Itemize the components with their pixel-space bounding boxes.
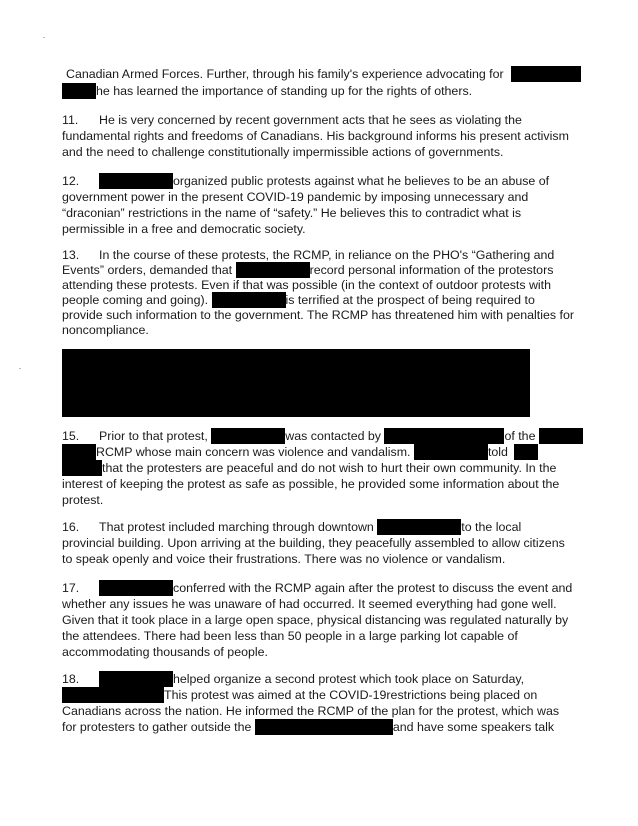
redaction xyxy=(511,66,581,82)
text: record personal information of the protestors xyxy=(309,263,554,277)
text: He is very concerned by recent government acts that he sees as violating the xyxy=(99,113,522,127)
p17-line1 xyxy=(62,580,622,596)
paragraph-number: 11. xyxy=(62,113,79,127)
text: This protest was aimed at the COVID-19restrictions being placed on xyxy=(164,688,538,702)
p12-line4: permissible in a free and democratic society. xyxy=(62,222,306,236)
redaction xyxy=(62,83,96,99)
p16-line1 xyxy=(62,519,622,535)
redaction xyxy=(255,719,393,735)
text: is terrified at the prospect of being required to xyxy=(285,293,535,307)
p11-line3: and the need to challenge constitutionally impermissible actions of governments. xyxy=(62,145,504,159)
text: Events” orders, demanded that xyxy=(62,263,233,277)
p12-line2: government power in the present COVID-19 pandemic by imposing unnecessary and xyxy=(62,190,529,204)
p18-line4 xyxy=(62,719,622,735)
text: Canadian Armed Forces. Further, through his family's experience advocating for xyxy=(66,67,504,81)
redaction xyxy=(99,173,173,189)
p13-line4 xyxy=(62,292,622,308)
redaction-block xyxy=(62,349,530,417)
text: Prior to that protest, xyxy=(99,429,208,443)
p16-line2: provincial building. Upon arriving at the building, they peacefully assembled to allow citizens xyxy=(62,536,565,550)
p17-line4: the attendees. There had been less than 50 people in a large parking lot capable of xyxy=(62,629,518,643)
p18-line3: Canadians across the nation. He informed the RCMP of the plan for the protest, which was xyxy=(62,704,560,718)
text: told xyxy=(487,445,508,459)
paragraph-number: 17. xyxy=(62,581,80,595)
text: organized public protests against what he believes to be an abuse of xyxy=(173,174,550,188)
p13-line1 xyxy=(62,247,622,263)
p15-line2 xyxy=(62,444,622,460)
p12-line1 xyxy=(62,173,622,189)
p10-line2 xyxy=(62,83,622,99)
p16-line3: to speak openly and voice their frustrations. There was no violence or vandalism. xyxy=(62,552,506,566)
paragraph-number: 12. xyxy=(62,174,80,188)
paragraph-number: 16. xyxy=(62,520,80,534)
redaction xyxy=(236,262,310,278)
text: to the local xyxy=(461,520,522,534)
p15-line5: protest. xyxy=(62,493,104,507)
scan-speck xyxy=(43,37,45,38)
p17-line3: Given that it took place in a large open space, physical distancing was regulated naturally by xyxy=(62,613,569,627)
text: In the course of these protests, the RCMP, in reliance on the PHO's “Gathering and xyxy=(99,248,555,262)
redaction xyxy=(62,444,96,460)
redaction xyxy=(62,687,164,703)
p11-line1 xyxy=(62,112,622,128)
text: people coming and going). xyxy=(62,293,209,307)
text: that the protesters are peaceful and do not wish to hurt their own community. In the xyxy=(102,461,557,475)
p15-line1 xyxy=(62,428,622,444)
paragraph-number: 18. xyxy=(62,672,80,686)
text: That protest included marching through downtown xyxy=(99,520,374,534)
paragraph-number: 15. xyxy=(62,429,80,443)
p12-line3: “draconian” restrictions in the name of “safety.” He believes this to contradict what is xyxy=(62,206,522,220)
p13-line3: attending these protests. Even if that was possible (in the context of outdoor protests with xyxy=(62,278,552,292)
redaction xyxy=(99,671,173,687)
text: and have some speakers talk xyxy=(392,720,555,734)
paragraph-number: 13. xyxy=(62,248,80,262)
p10-line1 xyxy=(66,66,626,82)
redaction xyxy=(414,444,488,460)
redaction xyxy=(212,292,286,308)
text: was contacted by xyxy=(285,429,382,443)
p13-line6: noncompliance. xyxy=(62,323,149,337)
p15-line3 xyxy=(62,460,622,476)
redaction xyxy=(211,428,285,444)
p13-line5: provide such information to the government. The RCMP has threatened him with penalties for xyxy=(62,308,574,322)
text: of the xyxy=(504,429,536,443)
text: helped organize a second protest which took place on Saturday, xyxy=(173,672,525,686)
p17-line5: accommodating thousands of people. xyxy=(62,645,268,659)
p18-line1 xyxy=(62,671,622,687)
redaction xyxy=(384,428,504,444)
redaction xyxy=(539,428,583,444)
redaction xyxy=(514,444,538,460)
p11-line2: fundamental rights and freedoms of Canadians. His background informs his present activism xyxy=(62,129,569,143)
text: for protesters to gather outside the xyxy=(62,720,252,734)
redaction xyxy=(99,580,173,596)
p17-line2: whether any issues he was unaware of had occurred. It seemed everything had gone well. xyxy=(62,597,557,611)
text: RCMP whose main concern was violence and vandalism. xyxy=(96,445,411,459)
text: he has learned the importance of standing up for the rights of others. xyxy=(96,84,473,98)
scan-speck xyxy=(19,368,21,369)
p18-line2 xyxy=(62,687,622,703)
text: conferred with the RCMP again after the protest to discuss the event and xyxy=(173,581,573,595)
redaction xyxy=(62,460,102,476)
p13-line2 xyxy=(62,262,622,278)
redaction xyxy=(377,519,461,535)
p15-line4: interest of keeping the protest as safe as possible, he provided some information about the xyxy=(62,477,560,491)
